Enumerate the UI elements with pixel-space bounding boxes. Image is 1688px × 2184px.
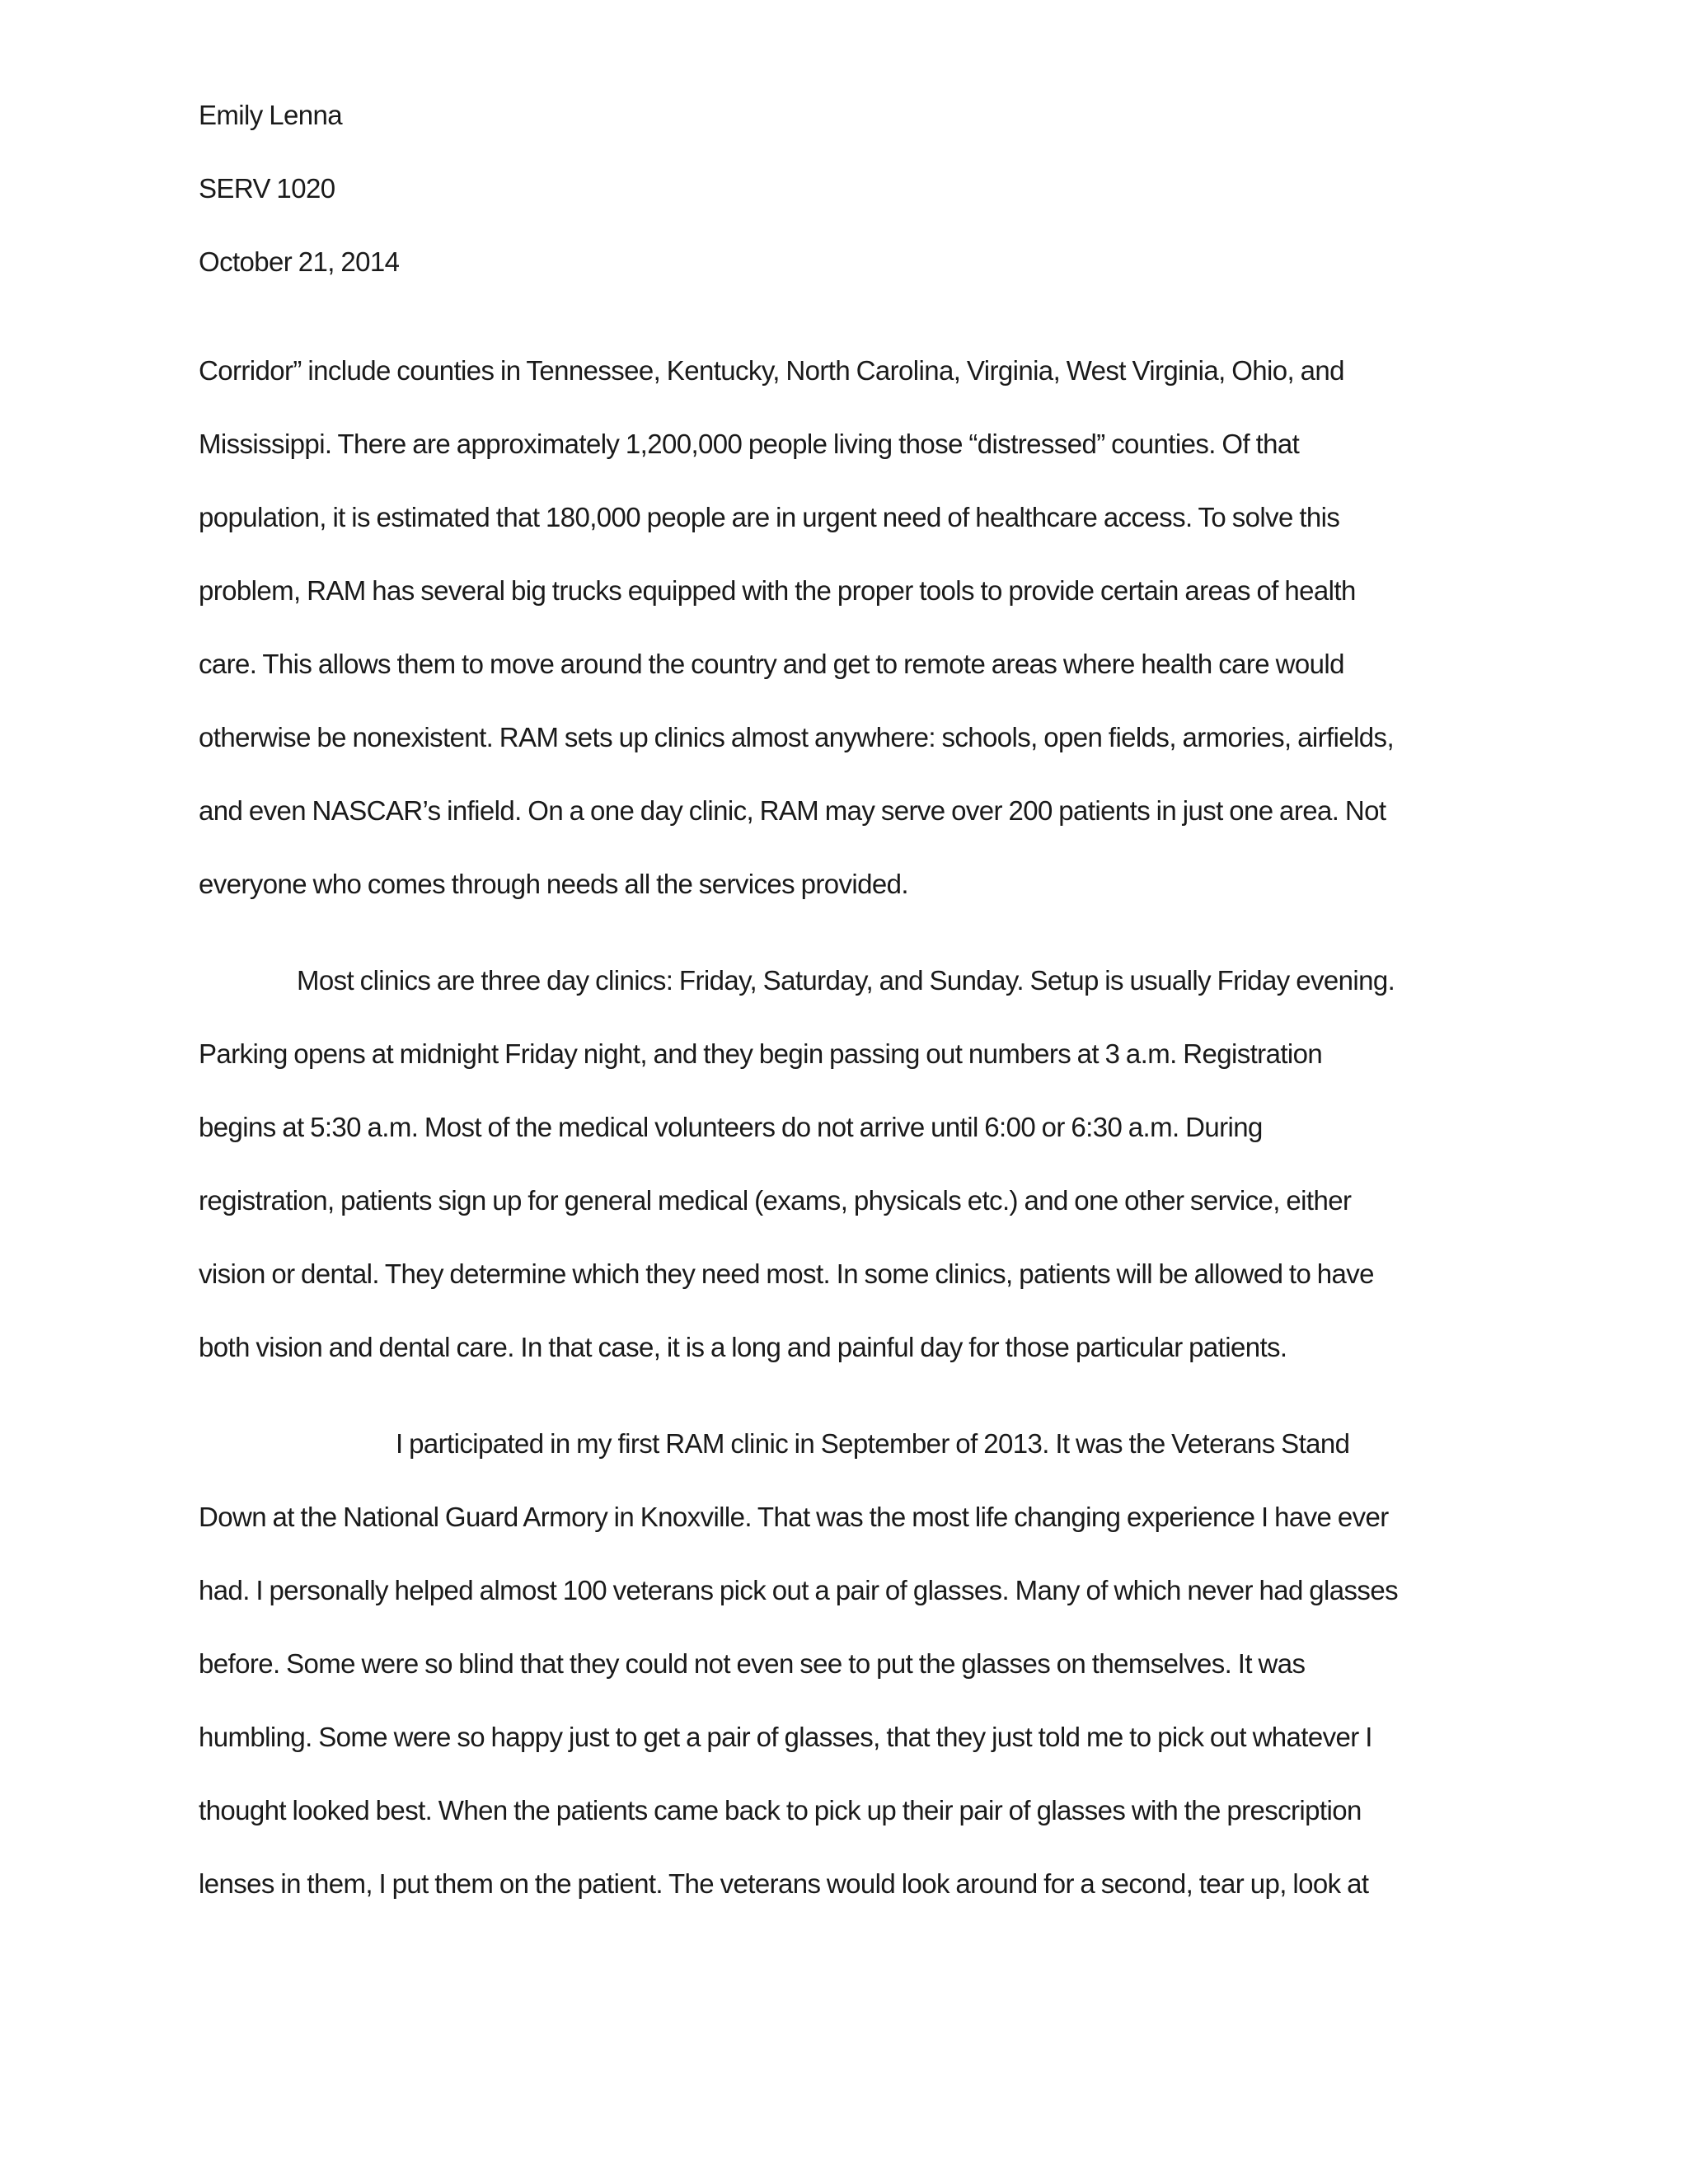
paragraph-line: care. This allows them to move around the country and get to remote areas where health care would [199, 649, 1344, 679]
paragraph-line: problem, RAM has several big trucks equipped with the proper tools to provide certain areas of health [199, 575, 1356, 606]
paragraph-line: Parking opens at midnight Friday night, and they begin passing out numbers at 3 a.m. Registration [199, 1038, 1323, 1069]
paragraph-line: I participated in my first RAM clinic in September of 2013. It was the Veterans Stand [396, 1428, 1350, 1459]
paragraph-line: had. I personally helped almost 100 veterans pick out a pair of glasses. Many of which never had glasses [199, 1575, 1398, 1605]
paragraph-line: lenses in them, I put them on the patient. The veterans would look around for a second, tear up, look at [199, 1868, 1369, 1899]
paragraph-line: vision or dental. They determine which they need most. In some clinics, patients will be allowed to have [199, 1258, 1374, 1289]
paragraph-line: thought looked best. When the patients came back to pick up their pair of glasses with the prescription [199, 1795, 1362, 1825]
paragraph-line: Mississippi. There are approximately 1,200,000 people living those “distressed” counties. Of that [199, 429, 1300, 459]
paragraph-line: Corridor” include counties in Tennessee, Kentucky, North Carolina, Virginia, West Virginia, Ohio, and [199, 355, 1344, 386]
author-name: Emily Lenna [199, 100, 342, 130]
paragraph-line: Down at the National Guard Armory in Knoxville. That was the most life changing experience I have ever [199, 1502, 1389, 1532]
paragraph-line: population, it is estimated that 180,000 people are in urgent need of healthcare access. To solve this [199, 502, 1340, 532]
paragraph-line: registration, patients sign up for general medical (exams, physicals etc.) and one other service, either [199, 1185, 1352, 1216]
document-date: October 21, 2014 [199, 246, 400, 277]
paragraph-line: before. Some were so blind that they could not even see to put the glasses on themselves. It was [199, 1648, 1306, 1679]
paragraph-line: everyone who comes through needs all the services provided. [199, 869, 908, 899]
paragraph-line: begins at 5:30 a.m. Most of the medical volunteers do not arrive until 6:00 or 6:30 a.m. During [199, 1112, 1263, 1142]
paragraph-line: and even NASCAR’s infield. On a one day clinic, RAM may serve over 200 patients in just one area. Not [199, 795, 1386, 826]
paragraph-line: both vision and dental care. In that case, it is a long and painful day for those particular patients. [199, 1332, 1287, 1362]
paragraph-line: otherwise be nonexistent. RAM sets up clinics almost anywhere: schools, open fields, armories, airfields, [199, 722, 1395, 752]
paragraph-line: Most clinics are three day clinics: Friday, Saturday, and Sunday. Setup is usually Friday evening. [297, 965, 1395, 996]
paragraph-line: humbling. Some were so happy just to get a pair of glasses, that they just told me to pick out whatever I [199, 1722, 1372, 1752]
course-code: SERV 1020 [199, 173, 335, 204]
